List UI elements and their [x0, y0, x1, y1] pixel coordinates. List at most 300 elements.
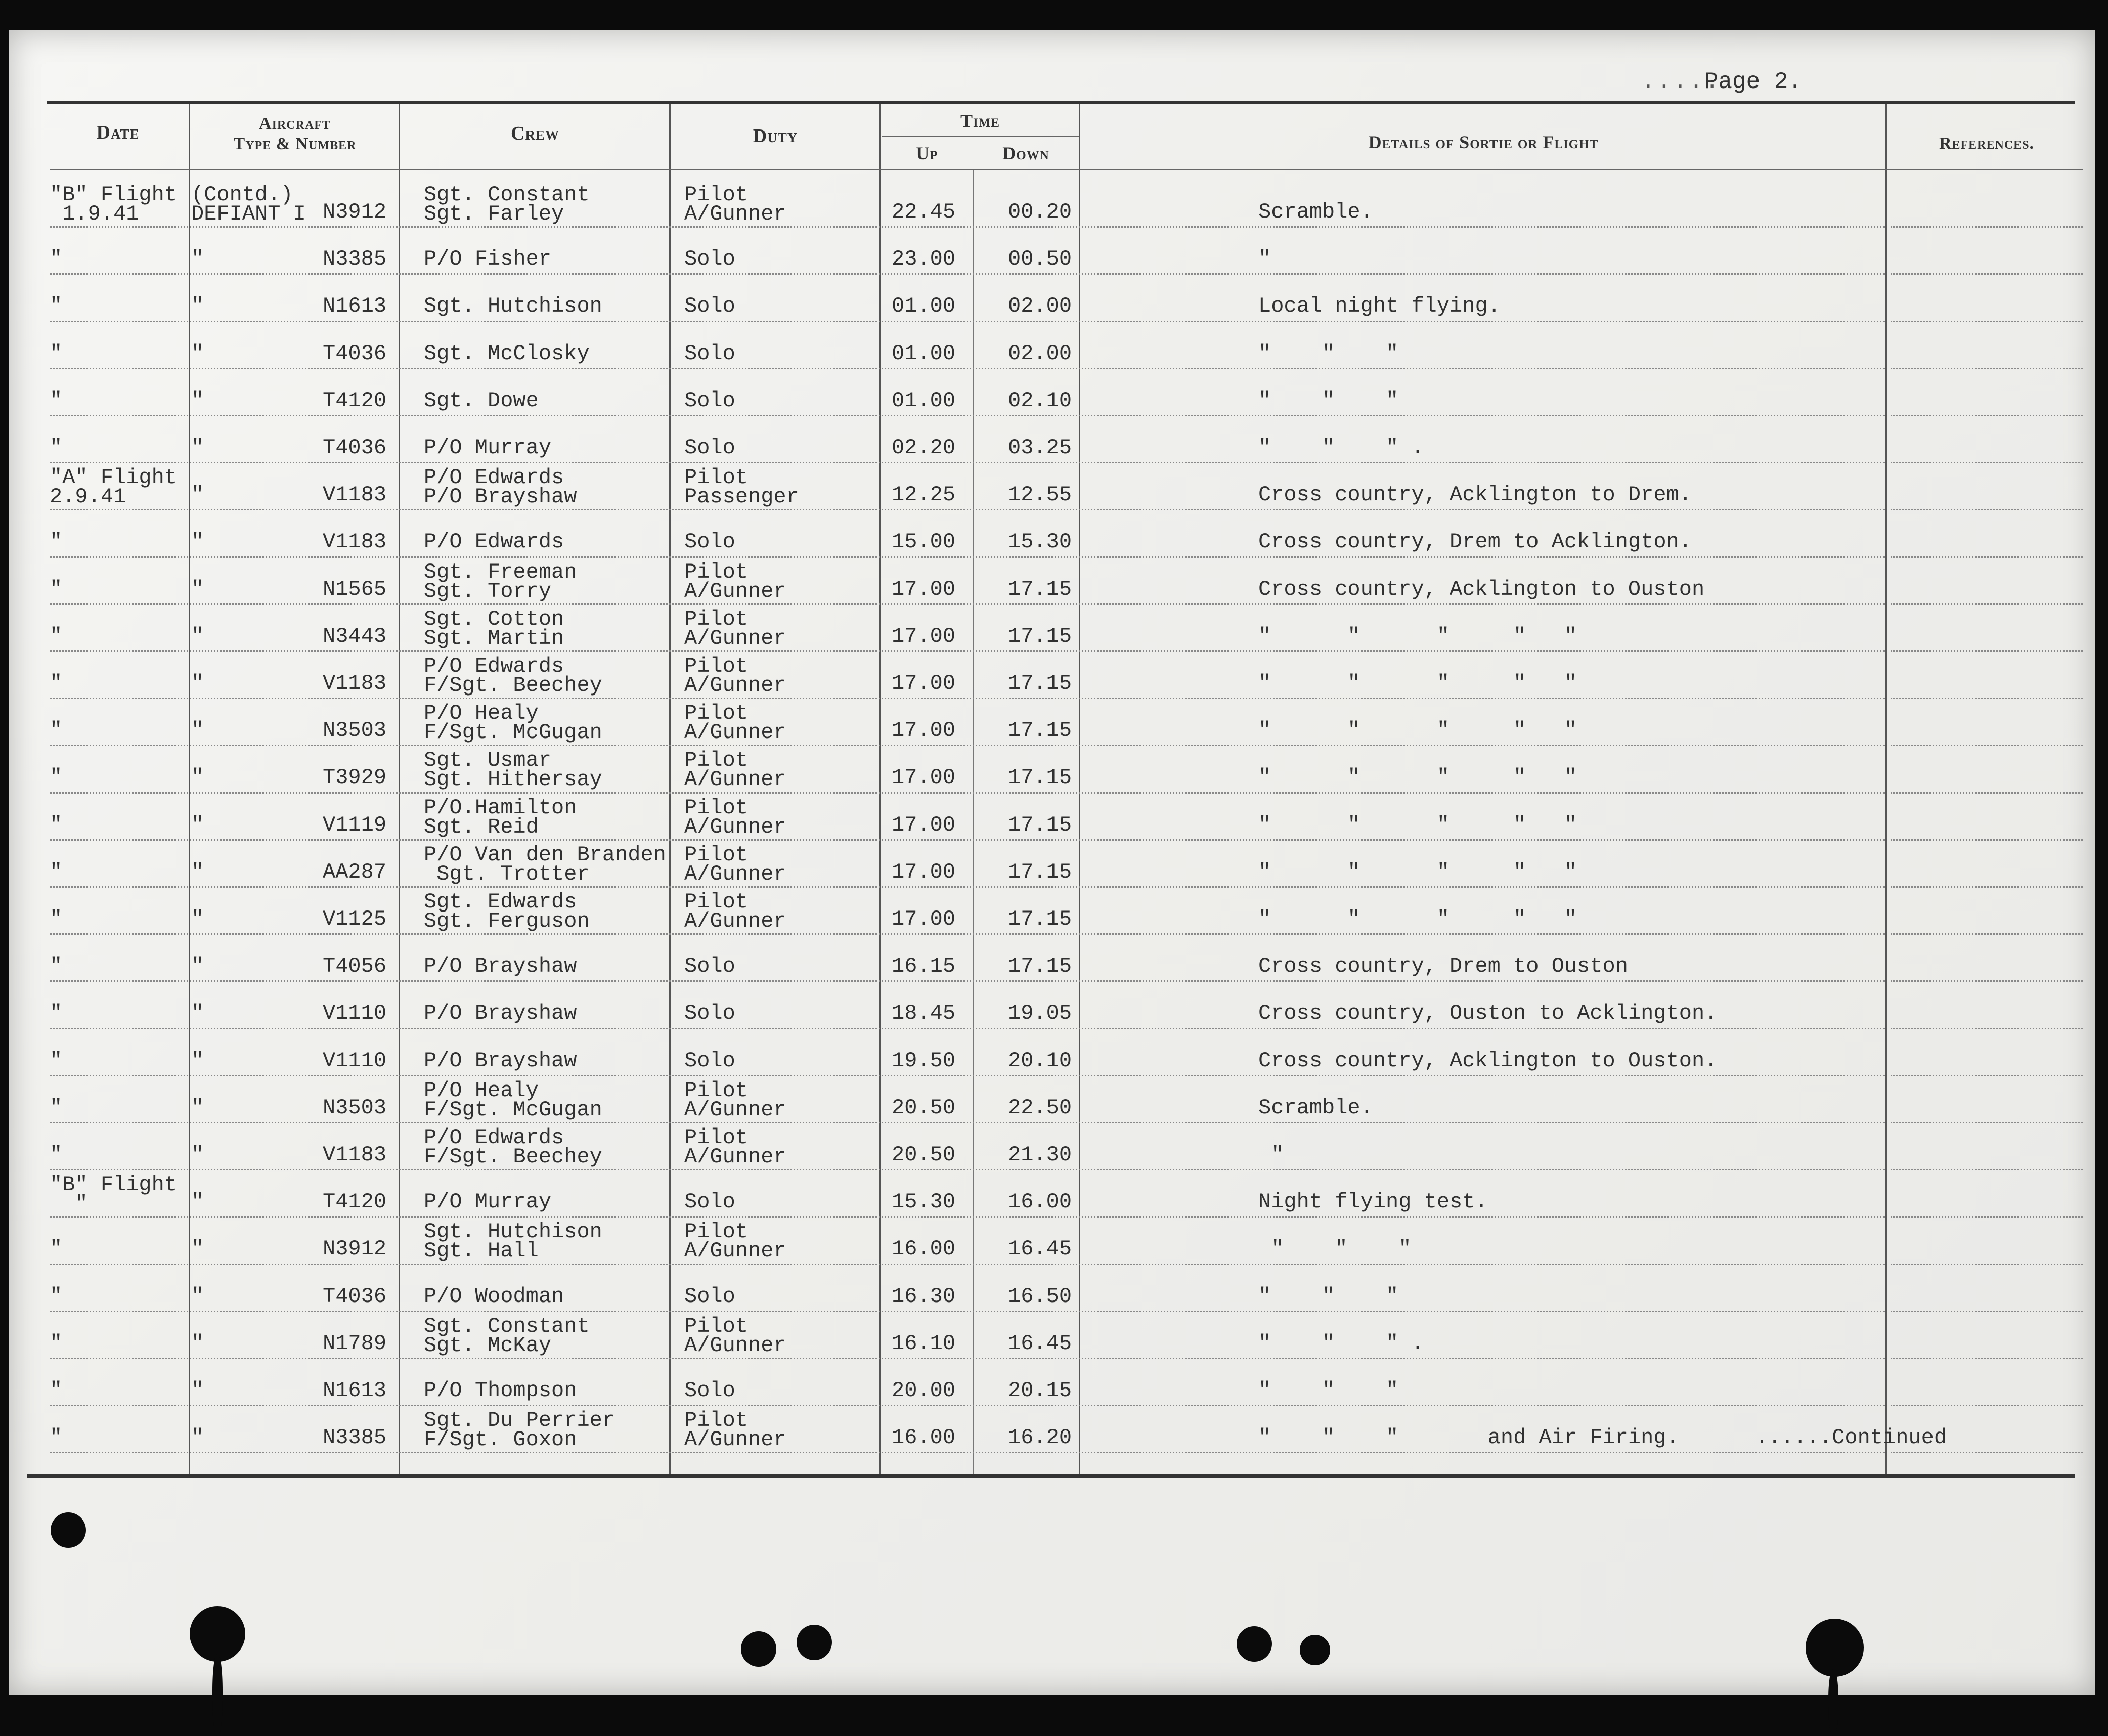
cell-duty: Pilot A/Gunner — [684, 559, 786, 603]
cell-number: N1613 — [323, 294, 387, 319]
row-separator — [50, 1452, 1885, 1453]
cell-number: N3912 — [323, 200, 387, 224]
reference-separator — [1891, 1169, 2083, 1170]
cell-duty: Pilot A/Gunner — [684, 1314, 786, 1358]
cell-type: " — [191, 1048, 204, 1073]
cell-crew: Sgt. Edwards Sgt. Ferguson — [424, 890, 590, 933]
cell-details: " — [1258, 1143, 1284, 1167]
cell-down: 16.45 — [1008, 1237, 1072, 1262]
cell-type: " — [191, 1143, 204, 1167]
reference-separator — [1891, 462, 2083, 463]
cell-details: Cross country, Acklington to Ouston. — [1258, 1048, 1718, 1073]
cell-up: 15.00 — [892, 530, 956, 554]
cell-up: 17.00 — [892, 624, 956, 648]
cell-down: 03.25 — [1008, 436, 1072, 460]
punch-hole — [1300, 1635, 1330, 1665]
row-separator — [50, 556, 1885, 558]
cell-crew: P/O Van den Branden Sgt. Trotter — [424, 842, 666, 886]
log-entry-row — [9, 324, 2095, 371]
header-aircraft — [191, 114, 399, 154]
cell-details: " " " — [1258, 388, 1399, 413]
cell-up: 16.30 — [892, 1284, 956, 1309]
cell-down: 20.10 — [1008, 1048, 1072, 1073]
cell-details: " " " — [1258, 1378, 1399, 1403]
cell-duty: Pilot A/Gunner — [684, 842, 786, 886]
cell-down: 02.10 — [1008, 388, 1072, 413]
cell-up: 20.50 — [892, 1095, 956, 1120]
reference-separator — [1891, 745, 2083, 746]
page-label: Page 2. — [1704, 69, 1802, 95]
log-entry-row — [9, 1172, 2095, 1219]
cell-down: 21.30 — [1008, 1143, 1072, 1167]
log-entry-row — [9, 748, 2095, 795]
cell-date: " — [50, 1143, 63, 1167]
cell-duty: Solo — [684, 341, 735, 366]
record-sheet — [9, 30, 2095, 1695]
log-entry-row — [9, 1267, 2095, 1314]
log-entry-row — [9, 1361, 2095, 1408]
header-crew: Crew — [511, 123, 559, 144]
row-separator — [50, 509, 1885, 510]
cell-down: 16.50 — [1008, 1284, 1072, 1309]
log-entry-row — [9, 842, 2095, 889]
cell-date: " — [50, 1048, 63, 1073]
log-entry-row — [9, 889, 2095, 936]
reference-separator — [1891, 839, 2083, 841]
cell-duty: Pilot A/Gunner — [684, 1078, 786, 1122]
cell-down: 17.15 — [1008, 907, 1072, 931]
cell-date: " — [50, 812, 63, 837]
cell-down: 22.50 — [1008, 1095, 1072, 1120]
cell-duty: Solo — [684, 954, 735, 979]
cell-crew: Sgt. Hutchison Sgt. Hall — [424, 1220, 602, 1264]
header-details: Details of Sortie or Flight — [1368, 132, 1599, 152]
cell-details: " " " — [1258, 1237, 1412, 1262]
cell-duty: Pilot A/Gunner — [684, 1220, 786, 1264]
cell-up: 16.00 — [892, 1425, 956, 1450]
row-separator — [50, 980, 1885, 982]
header-down: Down — [1002, 143, 1049, 163]
log-entry-row — [9, 182, 2095, 229]
log-entry-row — [9, 1031, 2095, 1078]
cell-down: 02.00 — [1008, 294, 1072, 319]
row-separator — [50, 1169, 1885, 1170]
cell-details: " " " . — [1258, 1331, 1424, 1356]
cell-crew: P/O Brayshaw — [424, 1001, 577, 1026]
cell-details: " — [1258, 247, 1271, 272]
cell-down: 12.55 — [1008, 483, 1072, 507]
cell-crew: P/O Edwards F/Sgt. Beechey — [424, 654, 602, 698]
reference-separator — [1891, 698, 2083, 699]
cell-type: " — [191, 1425, 204, 1450]
cell-date: " — [50, 294, 63, 319]
cell-up: 01.00 — [892, 294, 956, 319]
cell-duty: Solo — [684, 247, 735, 272]
cell-up: 20.00 — [892, 1378, 956, 1403]
cell-crew: Sgt. Freeman Sgt. Torry — [424, 559, 577, 603]
cell-date: " — [50, 1095, 63, 1120]
cell-duty: Solo — [684, 436, 735, 460]
header-time-rule — [882, 136, 1079, 137]
cell-down: 00.50 — [1008, 247, 1072, 272]
cell-down: 17.15 — [1008, 954, 1072, 979]
header-references: References. — [1939, 134, 2035, 153]
cell-up: 17.00 — [892, 577, 956, 601]
cell-details: " " " . — [1258, 436, 1424, 460]
reference-separator — [1891, 1216, 2083, 1218]
cell-down: 17.15 — [1008, 671, 1072, 696]
cell-type: " — [191, 765, 204, 790]
cell-up: 17.00 — [892, 765, 956, 790]
cell-number: T4036 — [323, 341, 387, 366]
cell-down: 02.00 — [1008, 341, 1072, 366]
header-up: Up — [916, 143, 938, 163]
cell-type: " — [191, 812, 204, 837]
cell-date: " — [50, 1331, 63, 1356]
cell-duty: Solo — [684, 1001, 735, 1026]
cell-type: " — [191, 1190, 204, 1214]
cell-date: " — [50, 859, 63, 884]
cell-number: V1183 — [323, 483, 387, 507]
log-entry-row — [9, 229, 2095, 276]
cell-type: " — [191, 1001, 204, 1026]
row-separator — [50, 226, 1885, 228]
cell-details: " " " " " — [1258, 718, 1577, 743]
row-separator — [50, 1405, 1885, 1406]
log-entry-row — [9, 701, 2095, 748]
reference-separator — [1891, 509, 2083, 510]
cell-number: V1183 — [323, 671, 387, 696]
header-duty: Duty — [753, 125, 798, 147]
cell-up: 17.00 — [892, 671, 956, 696]
cell-up: 01.00 — [892, 388, 956, 413]
cell-duty: Pilot Passenger — [684, 465, 799, 509]
cell-type: " — [191, 624, 204, 648]
row-separator — [50, 415, 1885, 416]
cell-type: " — [191, 247, 204, 272]
cell-date: " — [50, 624, 63, 648]
cell-crew: P/O Healy F/Sgt. McGugan — [424, 701, 602, 745]
cell-number: N3385 — [323, 1425, 387, 1450]
cell-details: " " " " " — [1258, 765, 1577, 790]
log-entry-row — [9, 512, 2095, 559]
cell-duty: Pilot A/Gunner — [684, 890, 786, 933]
cell-number: AA287 — [323, 859, 387, 884]
cell-down: 17.15 — [1008, 859, 1072, 884]
cell-down: 17.15 — [1008, 718, 1072, 743]
cell-details: Cross country, Acklington to Ouston — [1258, 577, 1705, 601]
cell-number: N1613 — [323, 1378, 387, 1403]
row-separator — [50, 745, 1885, 746]
cell-up: 17.00 — [892, 718, 956, 743]
row-separator — [50, 1264, 1885, 1265]
cell-up: 12.25 — [892, 483, 956, 507]
header-aircraft-line2: Type & Number — [233, 135, 357, 153]
cell-duty: Solo — [684, 530, 735, 554]
cell-duty: Pilot A/Gunner — [684, 654, 786, 698]
cell-duty: Pilot A/Gunner — [684, 183, 786, 226]
row-separator — [50, 1122, 1885, 1123]
punch-hole-tab — [212, 1654, 223, 1736]
cell-up: 18.45 — [892, 1001, 956, 1026]
log-entry-row — [9, 276, 2095, 323]
cell-type: " — [191, 577, 204, 601]
cell-up: 19.50 — [892, 1048, 956, 1073]
cell-details: " " " " " — [1258, 859, 1577, 884]
reference-separator — [1891, 1452, 2083, 1453]
cell-up: 16.15 — [892, 954, 956, 979]
cell-date: " — [50, 1001, 63, 1026]
cell-crew: P/O Healy F/Sgt. McGugan — [424, 1078, 602, 1122]
cell-type: " — [191, 294, 204, 319]
row-separator — [50, 368, 1885, 369]
cell-crew: Sgt. Dowe — [424, 388, 539, 413]
cell-up: 17.00 — [892, 907, 956, 931]
row-separator — [50, 1216, 1885, 1218]
cell-date: " — [50, 907, 63, 931]
row-separator — [50, 1028, 1885, 1029]
log-entry-row — [9, 983, 2095, 1030]
row-separator — [50, 792, 1885, 794]
reference-separator — [1891, 650, 2083, 652]
cell-down: 16.00 — [1008, 1190, 1072, 1214]
reference-separator — [1891, 1122, 2083, 1123]
cell-number: V1183 — [323, 1143, 387, 1167]
log-entry-row — [9, 606, 2095, 654]
cell-crew: Sgt. Usmar Sgt. Hithersay — [424, 748, 602, 792]
cell-type: " — [191, 1284, 204, 1309]
cell-date: " — [50, 671, 63, 696]
cell-down: 17.15 — [1008, 577, 1072, 601]
cell-number: V1125 — [323, 907, 387, 931]
cell-date: " — [50, 577, 63, 601]
cell-up: 02.20 — [892, 436, 956, 460]
page-dots: ..... — [1641, 69, 1721, 95]
cell-details: Scramble. — [1258, 1095, 1373, 1120]
reference-separator — [1891, 1075, 2083, 1076]
punch-hole — [1237, 1626, 1272, 1662]
cell-date: " — [50, 388, 63, 413]
cell-details: " " " — [1258, 1284, 1399, 1309]
cell-down: 19.05 — [1008, 1001, 1072, 1026]
cell-number: V1110 — [323, 1048, 387, 1073]
cell-crew: Sgt. Cotton Sgt. Martin — [424, 606, 564, 650]
cell-type: " — [191, 530, 204, 554]
cell-date: " — [50, 436, 63, 460]
cell-duty: Solo — [684, 1378, 735, 1403]
cell-number: T4036 — [323, 1284, 387, 1309]
row-separator — [50, 933, 1885, 935]
cell-date: " — [50, 718, 63, 743]
cell-crew: P/O Murray — [424, 436, 552, 460]
log-entry-row — [9, 1219, 2095, 1266]
cell-date: "B" Flight " — [50, 1173, 178, 1217]
reference-separator — [1891, 1028, 2083, 1029]
cell-details: " " " and Air Firing. ......Continued — [1258, 1425, 1947, 1450]
reference-separator — [1891, 980, 2083, 982]
log-entry-row — [9, 1314, 2095, 1361]
cell-down: 17.15 — [1008, 765, 1072, 790]
cell-number: T3929 — [323, 765, 387, 790]
reference-separator — [1891, 1264, 2083, 1265]
cell-down: 16.20 — [1008, 1425, 1072, 1450]
cell-details: " " " " " — [1258, 907, 1577, 931]
cell-date: " — [50, 1284, 63, 1309]
row-separator — [50, 650, 1885, 652]
cell-date: "A" Flight 2.9.41 — [50, 465, 178, 509]
cell-crew: Sgt. Hutchison — [424, 294, 602, 319]
reference-separator — [1891, 368, 2083, 369]
cell-duty: Pilot A/Gunner — [684, 701, 786, 745]
cell-crew: Sgt. Du Perrier F/Sgt. Goxon — [424, 1408, 616, 1452]
cell-duty: Solo — [684, 294, 735, 319]
punch-hole — [797, 1625, 832, 1660]
cell-crew: P/O Woodman — [424, 1284, 564, 1309]
cell-number: N1789 — [323, 1331, 387, 1356]
cell-number: V1110 — [323, 1001, 387, 1026]
cell-details: " " " — [1258, 341, 1399, 366]
log-entry-row — [9, 654, 2095, 701]
log-entry-row — [9, 418, 2095, 465]
header-aircraft-line1: Aircraft — [259, 114, 331, 133]
cell-down: 16.45 — [1008, 1331, 1072, 1356]
punch-hole — [1806, 1619, 1864, 1677]
cell-number: V1183 — [323, 530, 387, 554]
cell-down: 17.15 — [1008, 624, 1072, 648]
cell-date: " — [50, 1237, 63, 1262]
row-separator — [50, 1358, 1885, 1359]
cell-crew: P/O Murray — [424, 1190, 552, 1214]
top-rule — [47, 101, 2075, 104]
row-separator — [50, 1075, 1885, 1076]
header-date: Date — [96, 122, 140, 143]
log-entry-row — [9, 1078, 2095, 1125]
cell-type: " — [191, 859, 204, 884]
cell-type: " — [191, 671, 204, 696]
row-separator — [50, 886, 1885, 888]
log-entry-row — [9, 559, 2095, 606]
cell-details: Cross country, Drem to Ouston — [1258, 954, 1628, 979]
cell-crew: P/O Fisher — [424, 247, 552, 272]
cell-number: T4120 — [323, 1190, 387, 1214]
row-separator — [50, 603, 1885, 605]
cell-details: Scramble. — [1258, 200, 1373, 224]
cell-date: " — [50, 1378, 63, 1403]
cell-number: N3503 — [323, 718, 387, 743]
cell-type: " — [191, 436, 204, 460]
cell-details: Cross country, Drem to Acklington. — [1258, 530, 1692, 554]
cell-down: 15.30 — [1008, 530, 1072, 554]
cell-duty: Pilot A/Gunner — [684, 795, 786, 839]
cell-crew: Sgt. McClosky — [424, 341, 590, 366]
reference-separator — [1891, 226, 2083, 228]
cell-number: N3385 — [323, 247, 387, 272]
reference-separator — [1891, 321, 2083, 322]
cell-number: N3912 — [323, 1237, 387, 1262]
row-separator — [50, 273, 1885, 275]
reference-separator — [1891, 415, 2083, 416]
cell-details: " " " " " — [1258, 812, 1577, 837]
cell-crew: P/O.Hamilton Sgt. Reid — [424, 795, 577, 839]
cell-date: "B" Flight 1.9.41 — [50, 183, 178, 226]
cell-date: " — [50, 530, 63, 554]
cell-down: 00.20 — [1008, 200, 1072, 224]
row-separator — [50, 321, 1885, 322]
reference-separator — [1891, 1311, 2083, 1312]
header-bottom-rule — [50, 169, 2083, 170]
cell-up: 22.45 — [892, 200, 956, 224]
cell-crew: P/O Thompson — [424, 1378, 577, 1403]
row-separator — [50, 1311, 1885, 1312]
log-entry-row — [9, 1125, 2095, 1172]
cell-type: " — [191, 954, 204, 979]
cell-number: N3503 — [323, 1095, 387, 1120]
cell-details: " " " " " — [1258, 671, 1577, 696]
cell-number: N3443 — [323, 624, 387, 648]
bottom-rule — [27, 1474, 2075, 1478]
cell-duty: Solo — [684, 1048, 735, 1073]
cell-number: V1119 — [323, 812, 387, 837]
cell-up: 17.00 — [892, 812, 956, 837]
cell-crew: P/O Brayshaw — [424, 1048, 577, 1073]
cell-date: " — [50, 247, 63, 272]
cell-date: " — [50, 341, 63, 366]
cell-number: T4056 — [323, 954, 387, 979]
log-entry-row — [9, 936, 2095, 983]
cell-type: (Contd.) DEFIANT I — [191, 183, 306, 226]
cell-down: 17.15 — [1008, 812, 1072, 837]
punch-hole — [51, 1512, 86, 1548]
reference-separator — [1891, 1405, 2083, 1406]
cell-type: " — [191, 718, 204, 743]
row-separator — [50, 698, 1885, 699]
row-separator — [50, 839, 1885, 841]
cell-details: " " " " " — [1258, 624, 1577, 648]
cell-details: Local night flying. — [1258, 294, 1501, 319]
cell-up: 16.00 — [892, 1237, 956, 1262]
log-entry-row — [9, 795, 2095, 842]
cell-type: " — [191, 483, 204, 507]
log-entry-row — [9, 1408, 2095, 1455]
cell-number: T4036 — [323, 436, 387, 460]
cell-type: " — [191, 1378, 204, 1403]
cell-type: " — [191, 1237, 204, 1262]
cell-up: 20.50 — [892, 1143, 956, 1167]
cell-crew: Sgt. Constant Sgt. Farley — [424, 183, 590, 226]
cell-type: " — [191, 1331, 204, 1356]
cell-type: " — [191, 341, 204, 366]
cell-crew: Sgt. Constant Sgt. McKay — [424, 1314, 590, 1358]
cell-details: Night flying test. — [1258, 1190, 1488, 1214]
row-separator — [50, 462, 1885, 463]
cell-duty: Pilot A/Gunner — [684, 748, 786, 792]
cell-type: " — [191, 388, 204, 413]
cell-duty: Solo — [684, 1284, 735, 1309]
punch-hole-tab — [1828, 1669, 1838, 1736]
cell-crew: P/O Edwards F/Sgt. Beechey — [424, 1125, 602, 1169]
cell-date: " — [50, 1425, 63, 1450]
cell-down: 20.15 — [1008, 1378, 1072, 1403]
cell-up: 17.00 — [892, 859, 956, 884]
cell-date: " — [50, 765, 63, 790]
cell-crew: P/O Brayshaw — [424, 954, 577, 979]
punch-hole — [190, 1606, 245, 1662]
reference-separator — [1891, 273, 2083, 275]
cell-type: " — [191, 1095, 204, 1120]
cell-up: 16.10 — [892, 1331, 956, 1356]
reference-separator — [1891, 603, 2083, 605]
reference-separator — [1891, 792, 2083, 794]
